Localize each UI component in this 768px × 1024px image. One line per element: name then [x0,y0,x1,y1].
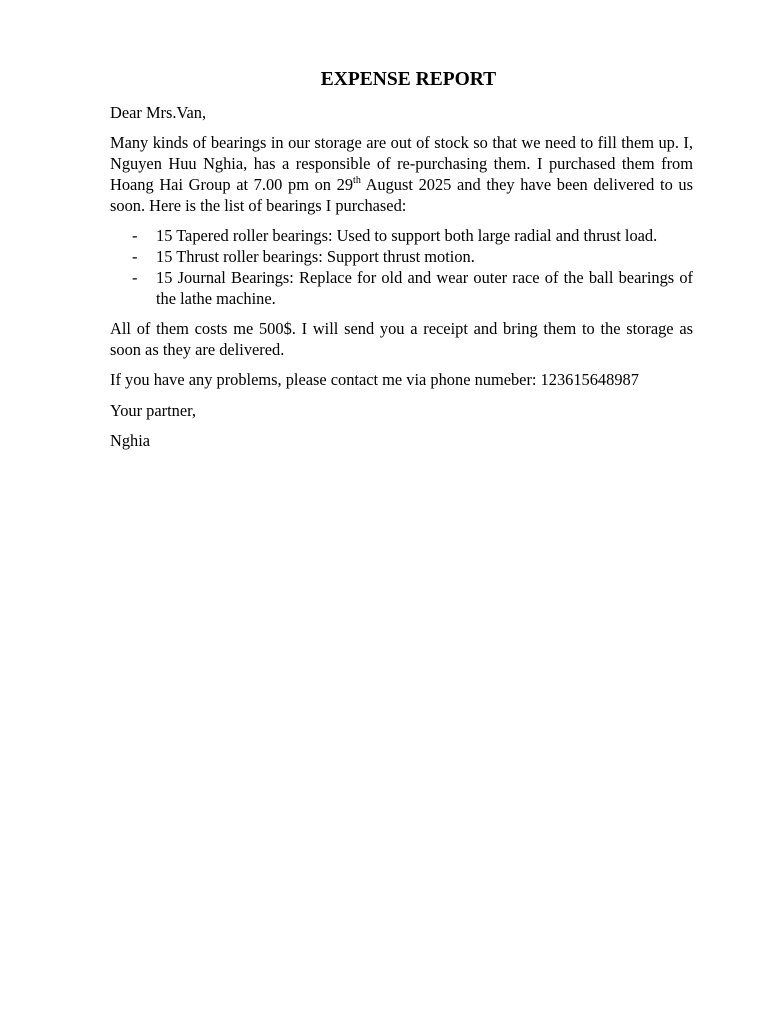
list-item [110,268,693,310]
closing-line: Your partner, [110,400,196,420]
list-item-text: 15 Thrust roller bearings: Support thrust motion. [156,246,475,266]
contact-paragraph: If you have any problems, please contact me via phone numeber: 123615648987 [110,370,639,390]
signature: Nghia [110,430,151,450]
document-title: EXPENSE REPORT [320,69,497,90]
intro-paragraph [110,133,693,216]
list-item-text: 15 Journal Bearings: Replace for old and wear outer race of the ball bearings of the lathe machine. [156,267,693,308]
list-bullet: - [132,267,138,287]
list-bullet: - [132,246,138,266]
salutation: Dear Mrs.Van, [110,103,207,122]
document-body [110,68,693,461]
intro-text-end: August 2025 and they have been delivered to us soon. Here is the list of bearings I purchased: [110,174,693,215]
list-item [110,247,693,268]
list-bullet: - [132,226,138,246]
intro-text-start: Many kinds of bearings in our storage are out of stock so that we need to fill them up. I, Nguyen Huu Nghia, has a responsible of re-purchasing them. I purchased them from Hoang Hai Group at 7.00 pm on 29 [110,133,693,194]
cost-paragraph: All of them costs me 500$. I will send you a receipt and bring them to the storage as soon as they are delivered. [110,318,693,359]
bearing-list [110,226,693,309]
date-ordinal-suffix: th [353,174,361,186]
list-item-text: 15 Tapered roller bearings: Used to support both large radial and thrust load. [156,226,658,246]
list-item [110,226,693,247]
